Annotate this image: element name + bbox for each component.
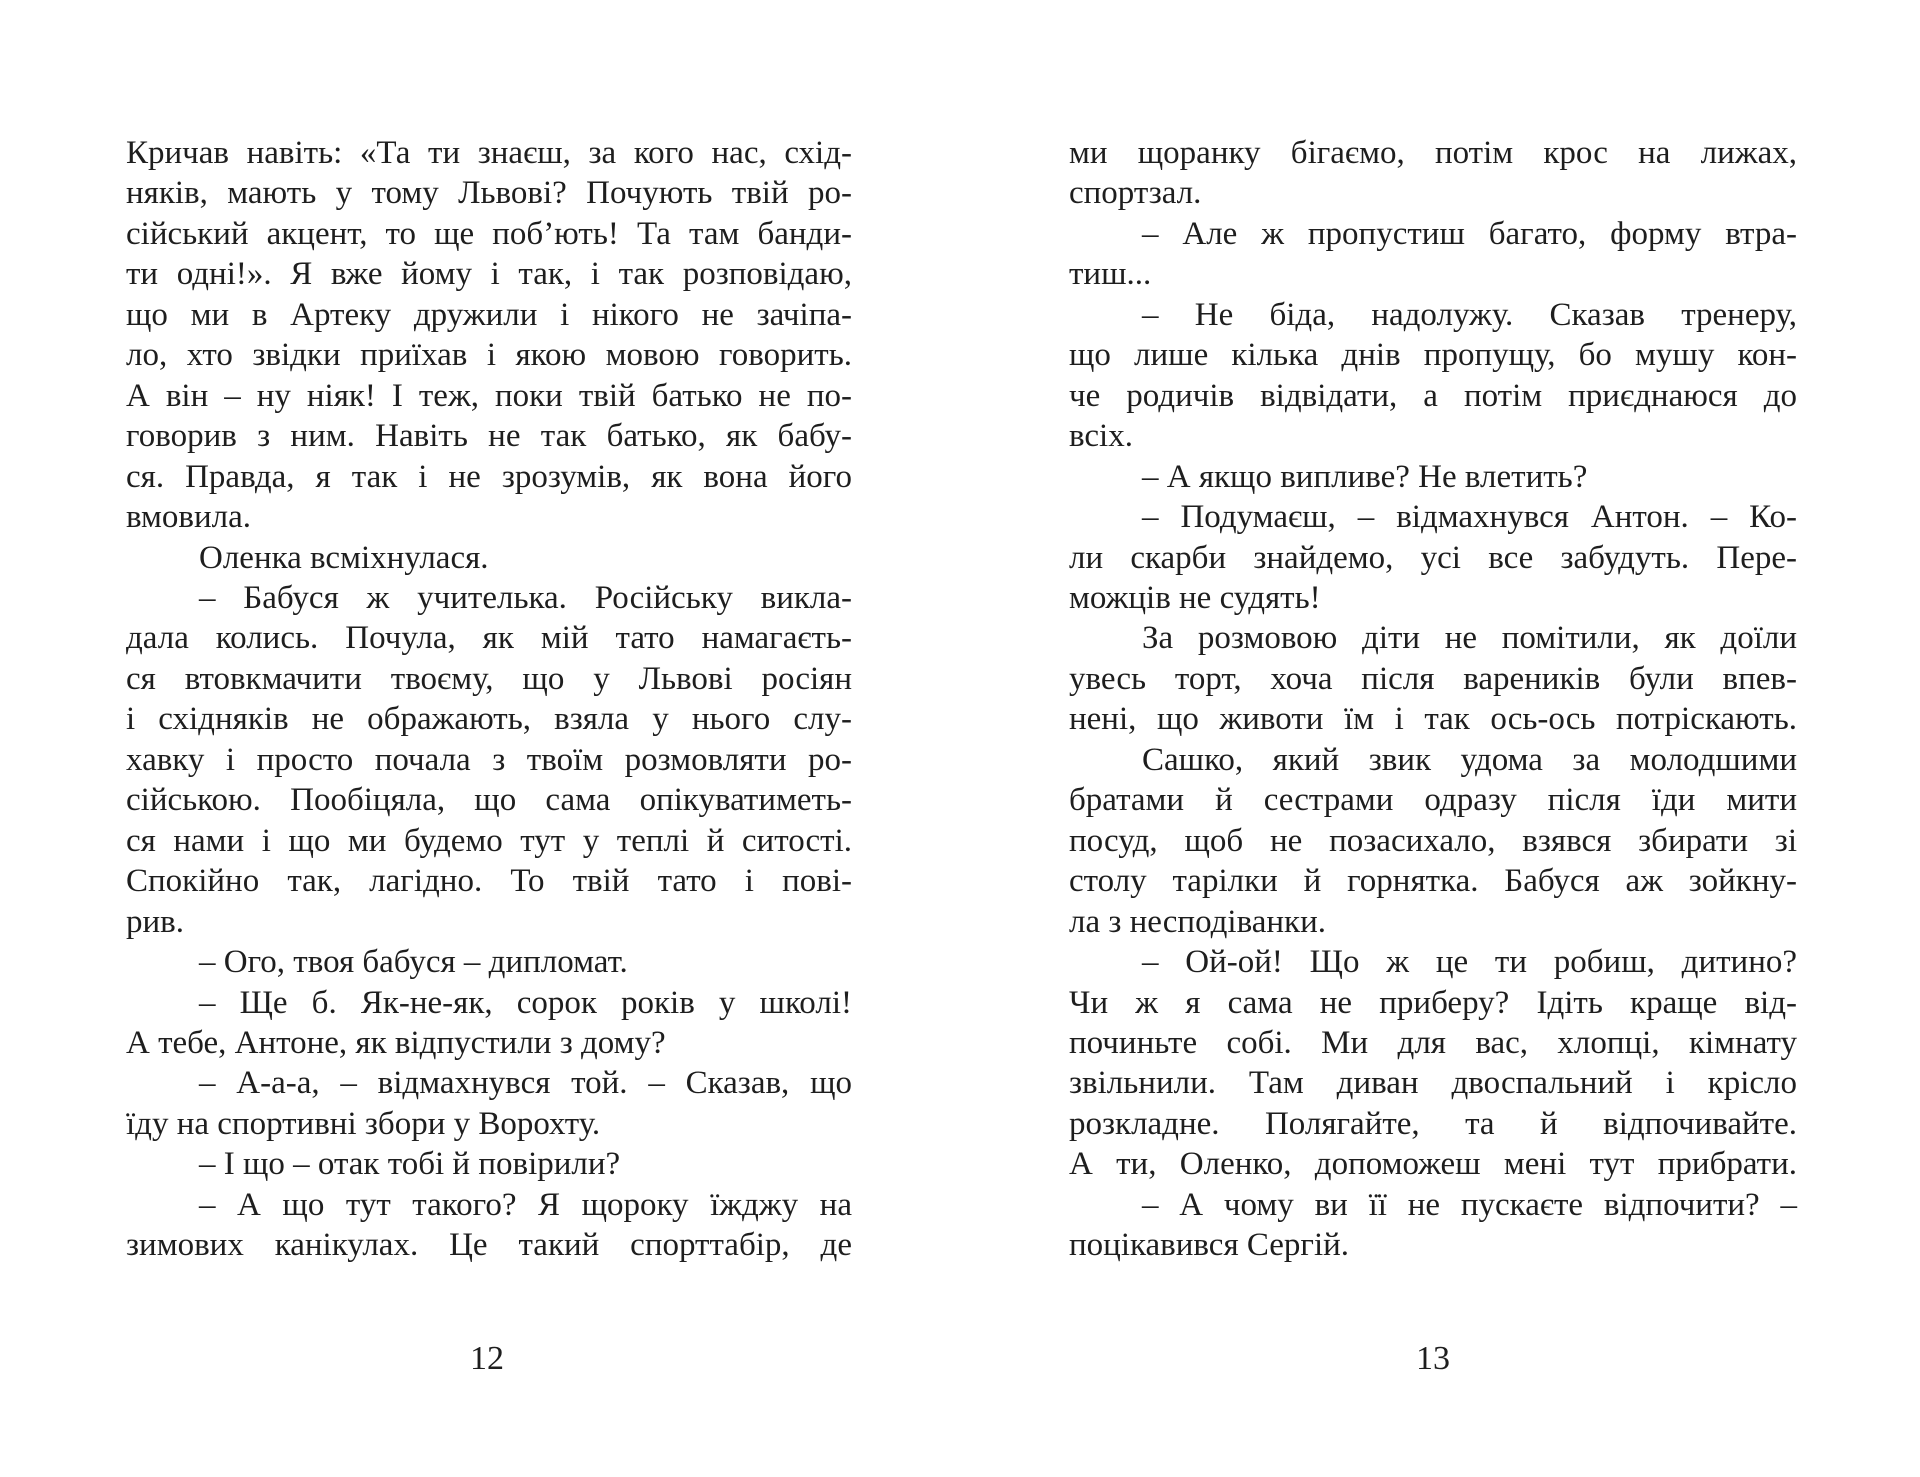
page-number-right: 13 — [1416, 1340, 1450, 1377]
text-line: спортзал. — [1069, 175, 1202, 212]
text-line: звільнили. Там диван двоспальний і крісло — [1069, 1065, 1797, 1102]
text-line: няків, мають у тому Львові? Почують твій ро- — [126, 175, 852, 212]
text-line: Чи ж я сама не приберу? Ідіть краще від- — [1069, 984, 1797, 1021]
text-line: Кричав навіть: «Та ти знаєш, за кого нас, схід- — [126, 135, 852, 171]
text-line: ли скарби знайдемо, усі все забудуть. Пере- — [1069, 539, 1797, 576]
text-line: – І що – отак тобі й повірили? — [199, 1146, 621, 1183]
text-line: ла з несподіванки. — [1069, 903, 1326, 940]
text-line: – А чому ви її не пускаєте відпочити? – — [1142, 1186, 1797, 1223]
text-line: зимових канікулах. Це такий спорттабір, де — [126, 1227, 852, 1264]
text-line: столу тарілки й горнятка. Бабуся аж зойкну- — [1069, 863, 1797, 900]
text-line: Сашко, який звик удома за молодшими — [1142, 741, 1797, 778]
text-line: можців не судять! — [1069, 579, 1321, 616]
text-line: і східняків не ображають, взяла у нього слу- — [126, 701, 852, 738]
text-line: ся втовкмачити твоєму, що у Львові росіян — [126, 660, 852, 697]
text-line: тиш... — [1069, 256, 1152, 293]
left-page-text — [126, 133, 852, 1266]
text-line: поцікавився Сергій. — [1069, 1227, 1350, 1264]
text-line: що ми в Артеку дружили і нікого не зачіпа- — [126, 296, 852, 333]
text-line: – А-а-а, – відмахнувся той. – Сказав, що — [199, 1065, 852, 1102]
text-line: ся. Правда, я так і не зрозумів, як вона його — [126, 458, 852, 495]
text-line: хавку і просто почала з твоїм розмовляти ро- — [126, 741, 852, 778]
text-line: всіх. — [1069, 418, 1133, 455]
text-line: – А якщо випливе? Не влетить? — [1142, 458, 1588, 495]
text-line: За розмовою діти не помітили, як доїли — [1142, 620, 1797, 657]
text-line: – Ще б. Як-не-як, сорок років у школі! — [199, 984, 852, 1021]
text-line: ся нами і що ми будемо тут у теплі й ситості. — [126, 822, 852, 859]
text-line: – Бабуся ж учителька. Російську викла- — [199, 579, 852, 616]
right-page-text — [1069, 133, 1797, 1266]
text-line: посуд, щоб не позасихало, взявся збирати зі — [1069, 822, 1797, 859]
text-line: дала колись. Почула, як мій тато намагаєть- — [126, 620, 852, 657]
text-line: – Не біда, надолужу. Сказав тренеру, — [1142, 296, 1797, 333]
text-line: їду на спортивні збори у Ворохту. — [126, 1105, 601, 1142]
text-line: братами й сестрами одразу після їди мити — [1069, 782, 1797, 819]
text-line: – А що тут такого? Я щороку їжджу на — [199, 1186, 852, 1223]
text-line: починьте собі. Ми для вас, хлопці, кімнату — [1069, 1024, 1797, 1061]
text-line: розкладне. Полягайте, та й відпочивайте. — [1069, 1105, 1797, 1142]
text-line: – Ого, твоя бабуся – дипломат. — [199, 944, 628, 981]
text-line: нені, що животи їм і так ось-ось потріскають. — [1069, 701, 1797, 738]
text-line: че родичів відвідати, а потім приєднаюся до — [1069, 377, 1797, 414]
text-line: вмовила. — [126, 499, 252, 536]
text-line: рив. — [126, 903, 184, 940]
text-line: – Подумаєш, – відмахнувся Антон. – Ко- — [1142, 499, 1797, 536]
text-line: – Ой-ой! Що ж це ти робиш, дитино? — [1142, 944, 1797, 981]
text-line: сійський акцент, то ще поб’ють! Та там банди- — [126, 215, 852, 252]
text-line: А він – ну ніяк! І теж, поки твій батько не по- — [126, 377, 852, 414]
text-line: ло, хто звідки приїхав і якою мовою говорить. — [126, 337, 852, 374]
text-line: увесь торт, хоча після вареників були впев- — [1069, 660, 1797, 697]
text-line: Спокійно так, лагідно. То твій тато і пові- — [126, 863, 852, 900]
page-number-left: 12 — [470, 1340, 504, 1377]
text-line: сійською. Пообіцяла, що сама опікуватиметь- — [126, 782, 852, 819]
text-line: ти одні!». Я вже йому і так, і так розповідаю, — [126, 256, 852, 293]
text-line: Оленка всміхнулася. — [199, 539, 489, 576]
text-line: ми щоранку бігаємо, потім крос на лижах, — [1069, 135, 1797, 171]
text-line: – Але ж пропустиш багато, форму втра- — [1142, 215, 1797, 252]
text-line: що лише кілька днів пропущу, бо мушу кон- — [1069, 337, 1797, 374]
text-line: А тебе, Антоне, як відпустили з дому? — [126, 1024, 666, 1061]
text-line: говорив з ним. Навіть не так батько, як бабу- — [126, 418, 852, 455]
text-line: А ти, Оленко, допоможеш мені тут прибрати. — [1069, 1146, 1797, 1183]
